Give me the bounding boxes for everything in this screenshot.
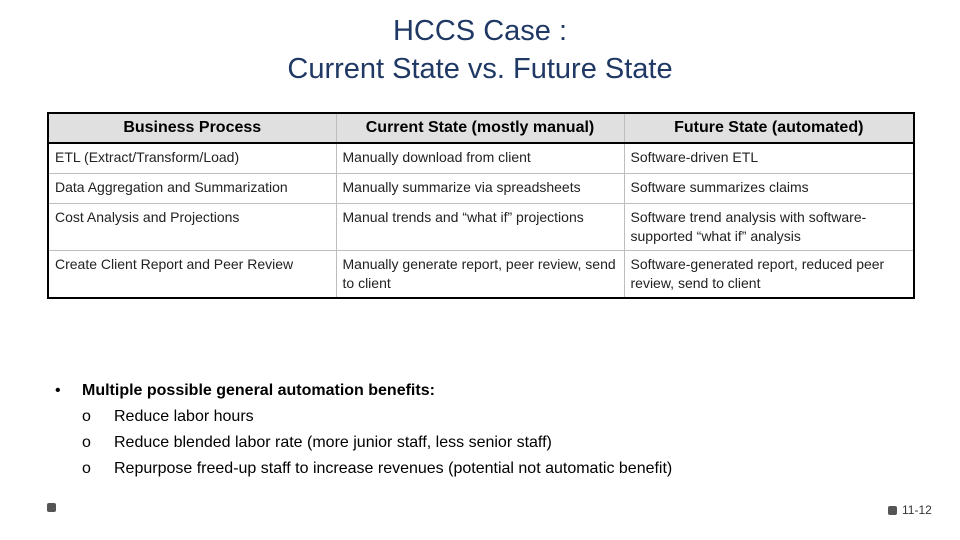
sub-bullet-marker: o bbox=[82, 434, 91, 451]
sub-bullet-text: Reduce labor hours bbox=[114, 408, 254, 425]
table-row bbox=[48, 251, 914, 299]
cell-future-state: Software-generated report, reduced peer review, send to client bbox=[624, 251, 914, 299]
cell-business-process: Data Aggregation and Summarization bbox=[48, 174, 336, 204]
table-row bbox=[48, 204, 914, 251]
cell-business-process: ETL (Extract/Transform/Load) bbox=[48, 143, 336, 174]
list-item bbox=[82, 430, 915, 456]
page-number: 11-12 bbox=[902, 503, 932, 517]
header-business-process: Business Process bbox=[48, 113, 336, 143]
table-header-row bbox=[48, 113, 914, 143]
footer-marker-left bbox=[47, 503, 56, 512]
title-line-1: HCCS Case : bbox=[392, 15, 568, 47]
title-line-2: Current State vs. Future State bbox=[287, 53, 673, 85]
cell-business-process: Cost Analysis and Projections bbox=[48, 204, 336, 251]
cell-current-state: Manually summarize via spreadsheets bbox=[336, 174, 624, 204]
benefits-list bbox=[55, 378, 915, 482]
sub-bullet-marker: o bbox=[82, 460, 91, 477]
list-item bbox=[55, 378, 915, 404]
footer-marker-right bbox=[888, 506, 897, 515]
table-row bbox=[48, 174, 914, 204]
sub-bullet-text: Reduce blended labor rate (more junior staff, less senior staff) bbox=[114, 434, 552, 451]
sub-bullet-text: Repurpose freed-up staff to increase revenues (potential not automatic benefit) bbox=[114, 460, 673, 477]
cell-business-process: Create Client Report and Peer Review bbox=[48, 251, 336, 299]
header-future-state: Future State (automated) bbox=[624, 113, 914, 143]
cell-future-state: Software trend analysis with software-supported “what if” analysis bbox=[624, 204, 914, 251]
cell-current-state: Manually generate report, peer review, send to client bbox=[336, 251, 624, 299]
state-comparison-table bbox=[47, 112, 915, 299]
cell-current-state: Manually download from client bbox=[336, 143, 624, 174]
header-current-state: Current State (mostly manual) bbox=[336, 113, 624, 143]
cell-future-state: Software-driven ETL bbox=[624, 143, 914, 174]
cell-future-state: Software summarizes claims bbox=[624, 174, 914, 204]
list-item bbox=[82, 456, 915, 482]
slide-title bbox=[0, 12, 960, 88]
benefits-heading: Multiple possible general automation benefits: bbox=[82, 382, 435, 399]
sub-bullet-marker: o bbox=[82, 408, 91, 425]
bullet-marker: • bbox=[55, 382, 61, 399]
table-row bbox=[48, 143, 914, 174]
list-item bbox=[82, 404, 915, 430]
cell-current-state: Manual trends and “what if” projections bbox=[336, 204, 624, 251]
